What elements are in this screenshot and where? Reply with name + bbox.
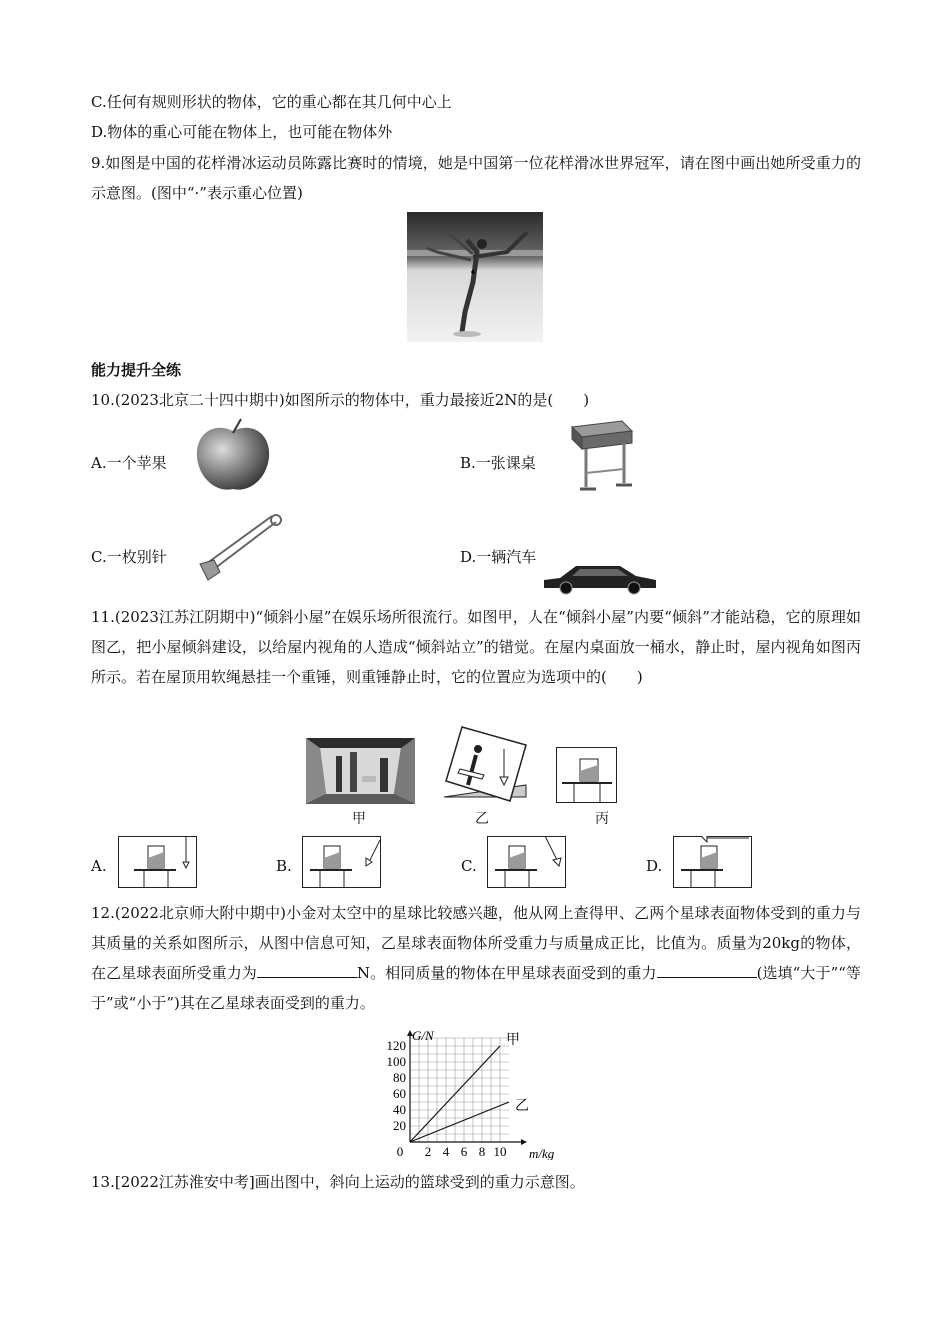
question-11-stem: 11.(2023江苏江阴期中)“倾斜小屋”在娱乐场所很流行。如图甲，人在“倾斜小屋”内要“倾斜”才能站稳，它的原理如图乙，把小屋倾斜建设，以给屋内视角的人造成“倾斜站立”的错觉。在屋内桌面放一桶水，静止时，屋内视角如图丙所示。若在屋顶用软绳悬挂一个重锤，则重锤静止时，它的位置应为选项中的( ) [91,608,861,686]
q11-option-b-label: B. [276,857,292,875]
desk-image [566,417,634,497]
x-tick-label: 6 [460,1144,468,1159]
safety-pin-image [180,512,284,590]
q10-option-b: B.一张课桌 [460,454,536,472]
indoor-view-diagram [556,747,617,803]
caption-jia: 甲 [352,811,366,827]
x-tick-label: 4 [442,1144,450,1159]
x-axis-arrow [521,1139,527,1145]
apple-image [193,417,273,495]
y-tick-label: 80 [393,1070,406,1085]
question-10-stem: 10.(2023北京二十四中期中)如图所示的物体中，重力最接近2N的是( ) [91,391,590,409]
q11-option-b-figure [302,836,381,888]
chart-svg [368,1018,578,1160]
gravity-mass-chart [368,1018,578,1160]
series-label-jia: 甲 [506,1033,520,1048]
question-13: 13.[2022江苏淮安中考]画出图中，斜向上运动的篮球受到的重力示意图。 [91,1173,585,1191]
q10-option-d: D.一辆汽车 [460,548,537,566]
option-c-line: C.任何有规则形状的物体，它的重心都在其几何中心上 [91,93,452,111]
q11-option-c-label: C. [461,857,477,875]
question-12-part2: N。相同质量的物体在甲星球表面受到的重力 [356,964,657,982]
answer-blank-1[interactable] [257,963,357,978]
question-12 [91,898,861,1018]
y-tick-label: 60 [393,1086,406,1101]
option-d-line: D.物体的重心可能在物体上，也可能在物体外 [91,123,393,141]
caption-bing: 丙 [595,811,609,827]
y-tick-label: 20 [393,1118,406,1133]
q11-option-d-label: D. [646,857,663,875]
series-label-yi: 乙 [515,1099,529,1114]
origin-label: 0 [396,1144,404,1159]
q10-option-a: A.一个苹果 [91,454,167,472]
q10-option-c: C.一枚别针 [91,548,167,566]
question-12-part1: 12.(2022北京师大附中期中)小金对太空中的星球比较感兴趣，他从网上查得甲、乙两个星球表面物体受到的重力与其质量的关系如图所示，从图中信息可知，乙星球表面物体所受重力与质量成正比，比值为。质量为20kg的物体，在乙星球表面所受重力为 [91,904,861,982]
x-tick-label: 2 [424,1144,432,1159]
answer-blank-2[interactable] [657,963,757,978]
x-tick-label: 10 [493,1144,507,1159]
x-axis-label: m/kg [529,1146,555,1160]
figure-skater-photo [407,212,543,342]
y-axis-label: G/N [412,1028,434,1043]
car-image [540,556,660,596]
x-tick-label: 8 [478,1144,486,1159]
tilted-house-diagram [438,725,528,805]
q11-option-c-figure [487,836,566,888]
y-tick-label: 40 [393,1102,406,1117]
series-line-yi [410,1102,509,1142]
y-tick-label: 120 [386,1038,406,1053]
tilted-house-photo [306,738,415,804]
question-9: 9.如图是中国的花样滑冰运动员陈露比赛时的情境，她是中国第一位花样滑冰世界冠军，请在图中画出她所受重力的示意图。(图中“·”表示重心位置) [91,154,861,202]
q11-option-a-figure [118,836,197,888]
question-12-part3: (选填“大于”“等于”或“小于”)其在乙星球表面受到的重力。 [91,964,861,1012]
caption-yi: 乙 [475,811,489,827]
section-title: 能力提升全练 [91,361,182,379]
q11-option-d-figure [673,836,752,888]
y-tick-label: 100 [386,1054,406,1069]
q11-option-a-label: A. [91,857,107,875]
